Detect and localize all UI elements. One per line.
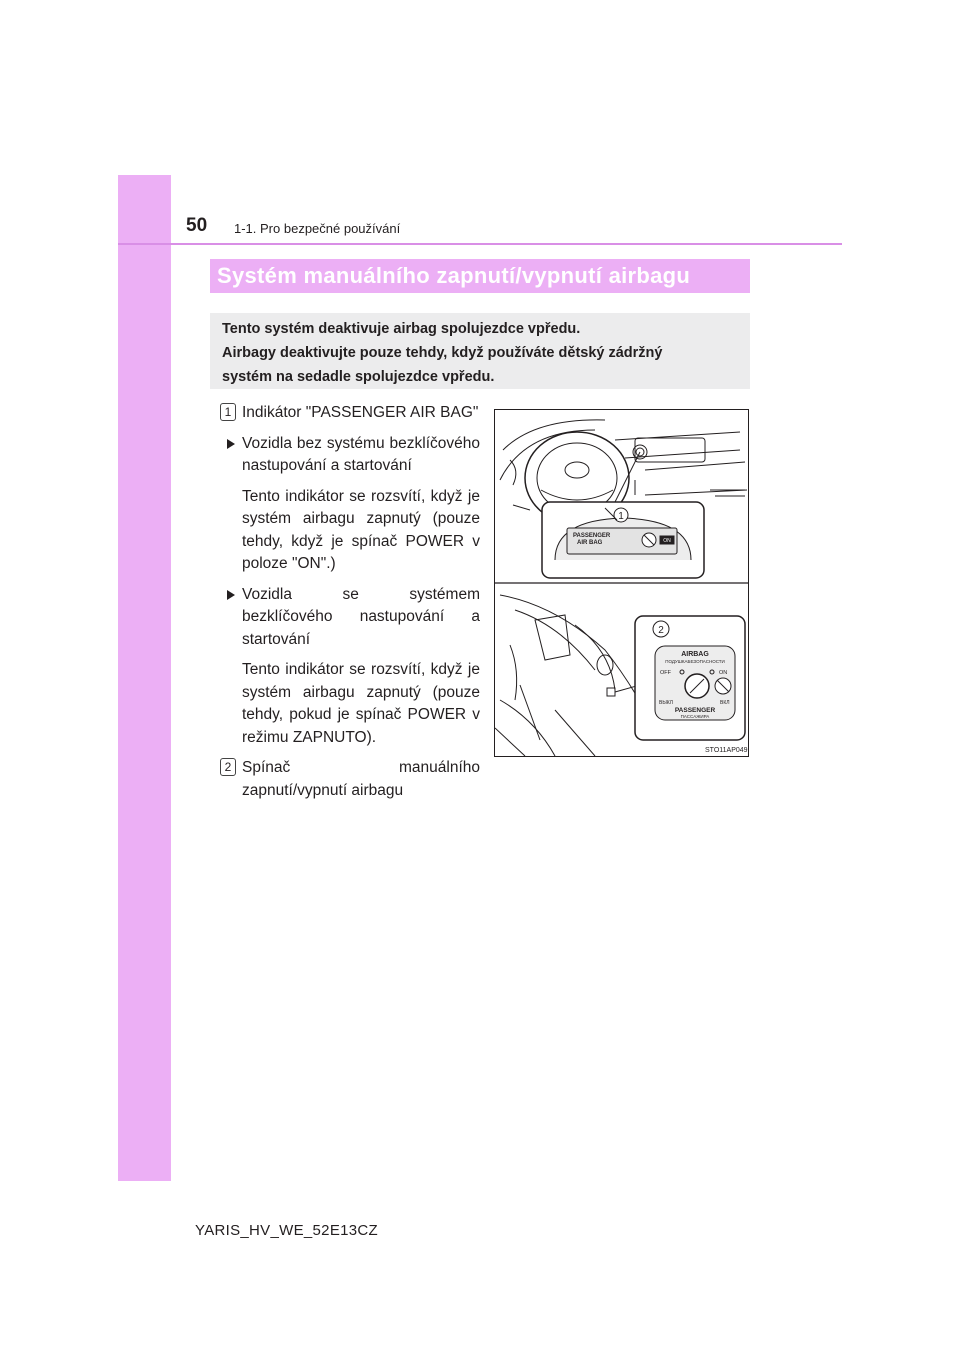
description-column xyxy=(216,402,480,810)
switch-label: ВЫКЛ xyxy=(659,700,673,706)
item-text: Indikátor "PASSENGER AIR BAG" xyxy=(242,404,479,421)
condition-text: Tento indikátor se rozsvítí, když je systém airbagu zapnutý (pouze tehdy, když je spínač POWER v poloze "ON".) xyxy=(242,487,480,572)
page-number: 50 xyxy=(186,215,208,236)
switch-label: ON xyxy=(719,670,728,676)
section-title: Systém manuálního zapnutí/vypnutí airbagu xyxy=(210,259,750,293)
condition-item xyxy=(216,584,480,652)
callout-2: 2 xyxy=(658,625,664,636)
figure-code: STO11AP049 xyxy=(705,747,748,754)
switch-label: PASSENGER xyxy=(674,707,716,714)
dashboard-illustration-svg xyxy=(495,410,748,756)
list-item xyxy=(216,402,480,425)
item-number-marker: 1 xyxy=(220,403,236,421)
section-reference: 1-1. Pro bezpečné používání xyxy=(234,221,401,236)
switch-label: ПАССАЖИРА xyxy=(680,714,710,719)
info-line: Airbagy deaktivujte pouze tehdy, když používáte dětský zádržný xyxy=(222,345,663,361)
header-divider xyxy=(118,243,842,245)
switch-label: ПОДУШКАБЕЗОПАСНОСТИ xyxy=(665,659,725,664)
condition-heading: Vozidla se systémem bezklíčového nastupování a startování xyxy=(242,585,480,648)
info-line: systém na sedadle spolujezdce vpředu. xyxy=(222,369,495,385)
triangle-bullet-icon xyxy=(227,590,235,600)
item-number-marker: 2 xyxy=(220,758,236,776)
callout-1: 1 xyxy=(618,511,624,522)
switch-label: AIRBAG xyxy=(681,651,709,658)
triangle-bullet-icon xyxy=(227,439,235,449)
indicator-label: PASSENGER xyxy=(573,533,611,539)
list-item xyxy=(216,757,480,802)
condition-heading: Vozidla bez systému bezklíčového nastupování a startování xyxy=(242,434,480,474)
info-line: Tento systém deaktivuje airbag spolujezdce vpředu. xyxy=(222,321,581,337)
switch-label: ВКЛ xyxy=(720,700,730,706)
document-code-footer: YARIS_HV_WE_52E13CZ xyxy=(195,1222,378,1239)
condition-item xyxy=(216,433,480,478)
chapter-sidebar-tab xyxy=(118,175,171,1181)
switch-label: OFF xyxy=(660,670,671,676)
dashboard-illustration xyxy=(494,409,749,757)
info-box xyxy=(210,313,750,389)
condition-text: Tento indikátor se rozsvítí, když je systém airbagu zapnutý (pouze tehdy, pokud je spínač POWER v režimu ZAPNUTO). xyxy=(242,661,480,746)
indicator-label: AIR BAG xyxy=(577,540,603,546)
item-text: Spínač manuálního zapnutí/vypnutí airbagu xyxy=(242,759,480,799)
indicator-on-label: ON xyxy=(663,538,671,544)
